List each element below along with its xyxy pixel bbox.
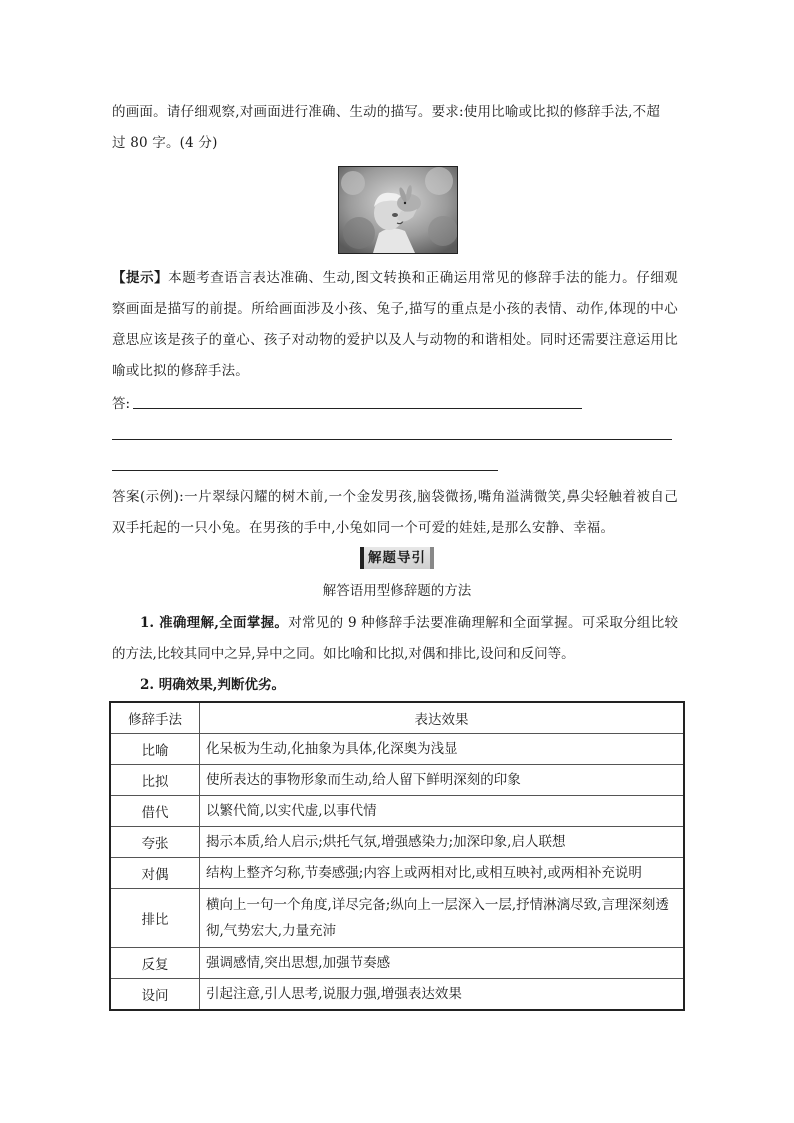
header-rhetoric: 修辞手法: [110, 702, 200, 734]
question-line-2: 过 80 字。(4 分): [112, 135, 218, 151]
row-effect: 化呆板为生动,化抽象为具体,化深奥为浅显: [200, 734, 685, 765]
sample-answer: 答案(示例):一片翠绿闪耀的树木前,一个金发男孩,脑袋微扬,嘴角溢满微笑,鼻尖轻触着被自己双手托起的一只小兔。在男孩的手中,小兔如同一个可爱的娃娃,是那么安静、幸福。: [112, 489, 678, 536]
row-name: 比喻: [110, 734, 200, 765]
row-effect: 强调感情,突出思想,加强节奏感: [200, 948, 685, 979]
section-heading-label: 解题导引: [360, 547, 434, 569]
row-name: 设问: [110, 979, 200, 1011]
section-heading: [0, 547, 794, 569]
table-row: [110, 765, 684, 796]
point-1: [112, 608, 678, 670]
table-row: [110, 858, 684, 889]
row-name: 反复: [110, 948, 200, 979]
rhetoric-table: [109, 701, 685, 1011]
answer-line-2[interactable]: [112, 439, 672, 440]
hint-tag: 【提示】: [112, 270, 169, 286]
row-effect: 以繁代简,以实代虚,以事代情: [200, 796, 685, 827]
hint-body: 本题考查语言表达准确、生动,图文转换和正确运用常见的修辞手法的能力。仔细观察画面是描写的前提。所给画面涉及小孩、兔子,描写的重点是小孩的表情、动作,体现的中心意思应该是孩子的童心、孩子对动物的爱护以及人与动物的和谐相处。同时还需要注意运用比喻或比拟的修辞手法。: [112, 270, 678, 379]
table-row: [110, 889, 684, 948]
photo-illustration: [339, 167, 457, 253]
table-row: [110, 734, 684, 765]
table-header-row: [110, 702, 684, 734]
row-effect: 引起注意,引人思考,说服力强,增强表达效果: [200, 979, 685, 1011]
answer-line-3[interactable]: [112, 470, 498, 471]
row-effect: 横向上一句一个角度,详尽完备;纵向上一层深入一层,抒情淋漓尽致,言理深刻透彻,气势宏大,力量充沛: [200, 889, 685, 948]
point-2-title: 2. 明确效果,判断优劣。: [140, 677, 285, 693]
header-effect: 表达效果: [200, 702, 685, 734]
row-effect: 揭示本质,给人启示;烘托气氛,增强感染力;加深印象,启人联想: [200, 827, 685, 858]
point-1-body: 对常见的 9 种修辞手法要准确理解和全面掌握。可采取分组比较的方法,比较其同中之异,异中之同。如比喻和比拟,对偶和排比,设问和反问等。: [112, 615, 679, 662]
table-row: [110, 827, 684, 858]
table-row: [110, 948, 684, 979]
section-subheading: 解答语用型修辞题的方法: [322, 583, 472, 599]
answer-line-1[interactable]: [133, 408, 582, 409]
answer-label: 答:: [112, 396, 131, 412]
point-1-title: 1. 准确理解,全面掌握。: [140, 615, 289, 631]
point-2: [140, 674, 285, 696]
row-name: 排比: [110, 889, 200, 948]
row-name: 夸张: [110, 827, 200, 858]
question-line-1: 的画面。请仔细观察,对画面进行准确、生动的描写。要求:使用比喻或比拟的修辞手法,不超: [112, 104, 661, 120]
row-name: 比拟: [110, 765, 200, 796]
table-row: [110, 979, 684, 1011]
row-name: 对偶: [110, 858, 200, 889]
table-row: [110, 796, 684, 827]
row-effect: 使所表达的事物形象而生动,给人留下鲜明深刻的印象: [200, 765, 685, 796]
row-effect: 结构上整齐匀称,节奏感强;内容上或两相对比,或相互映衬,或两相补充说明: [200, 858, 685, 889]
row-name: 借代: [110, 796, 200, 827]
hint-paragraph: [112, 263, 678, 387]
boy-with-rabbit-photo: [338, 166, 458, 254]
question-text: [112, 97, 678, 159]
